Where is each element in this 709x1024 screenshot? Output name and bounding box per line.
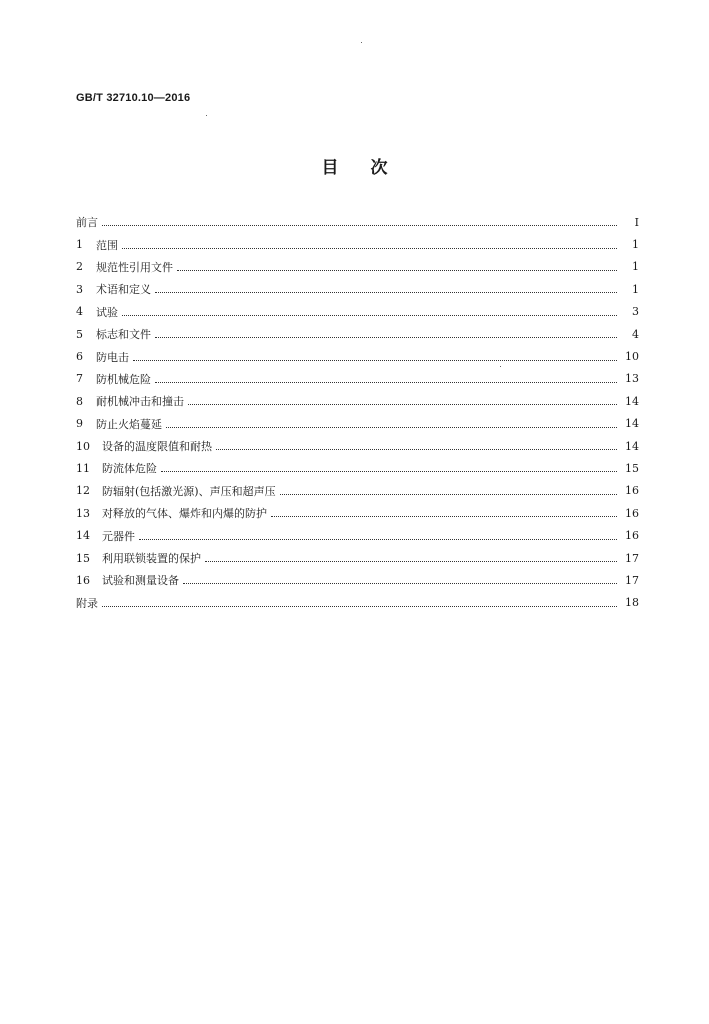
toc-entry[interactable]	[76, 457, 639, 479]
toc-dot-leader	[280, 493, 617, 495]
toc-entry-page: 14	[625, 394, 639, 408]
toc-entry-page: 18	[625, 596, 639, 610]
toc-entry-number: 8	[76, 394, 83, 408]
toc-dot-leader	[271, 515, 617, 517]
toc-entry-page: 3	[632, 305, 639, 319]
toc-entry[interactable]	[76, 390, 639, 412]
toc-entry-number: 7	[76, 372, 83, 386]
toc-entry-label: 耐机械冲击和撞击	[96, 395, 184, 409]
scan-speck	[361, 42, 362, 43]
toc-entry-page: 13	[625, 372, 639, 386]
toc-dot-leader	[216, 448, 617, 450]
toc-dot-leader	[155, 381, 617, 383]
toc-entry[interactable]	[76, 502, 639, 524]
toc-entry[interactable]	[76, 480, 639, 502]
toc-dot-leader	[177, 269, 617, 271]
toc-entry[interactable]	[76, 547, 639, 569]
toc-dot-leader	[183, 582, 617, 584]
toc-entry-label: 试验和测量设备	[102, 574, 179, 588]
toc-entry-label: 对释放的气体、爆炸和内爆的防护	[102, 507, 267, 521]
toc-entry-number: 3	[76, 282, 83, 296]
toc-entry[interactable]	[76, 345, 639, 367]
toc-entry-number: 1	[76, 238, 83, 252]
table-of-contents	[76, 211, 639, 614]
toc-entry-number: 11	[76, 461, 90, 475]
toc-entry[interactable]	[76, 301, 639, 323]
toc-entry-label: 防辐射(包括激光源)、声压和超声压	[102, 484, 276, 498]
document-code: GB/T 32710.10—2016	[76, 92, 191, 104]
toc-dot-leader	[205, 560, 617, 562]
toc-entry-page: 1	[632, 282, 639, 296]
toc-entry-page: 4	[632, 327, 639, 341]
scan-speck	[206, 115, 207, 116]
toc-entry[interactable]	[76, 233, 639, 255]
toc-entry-number: 2	[76, 260, 83, 274]
toc-dot-leader	[102, 224, 617, 226]
toc-entry[interactable]	[76, 524, 639, 546]
toc-dot-leader	[166, 426, 617, 428]
toc-entry-number: 9	[76, 417, 83, 431]
toc-entry-page: 1	[632, 238, 639, 252]
toc-entry[interactable]	[76, 323, 639, 345]
toc-dot-leader	[102, 605, 617, 607]
toc-entry[interactable]	[76, 211, 639, 233]
page-title: 目次	[321, 158, 420, 178]
toc-entry-number: 16	[76, 573, 90, 587]
toc-entry-label: 防流体危险	[102, 462, 157, 476]
toc-entry[interactable]	[76, 413, 639, 435]
toc-entry[interactable]	[76, 256, 639, 278]
toc-entry[interactable]	[76, 435, 639, 457]
toc-entry-page: 10	[625, 350, 639, 364]
toc-entry-page: 15	[625, 461, 639, 475]
toc-dot-leader	[155, 336, 617, 338]
toc-entry-number: 14	[76, 529, 90, 543]
toc-entry-number: 15	[76, 551, 90, 565]
toc-dot-leader	[122, 314, 617, 316]
toc-dot-leader	[161, 470, 617, 472]
toc-entry-page: 17	[625, 573, 639, 587]
toc-entry-page: 14	[625, 439, 639, 453]
toc-entry-number: 10	[76, 439, 90, 453]
toc-entry[interactable]	[76, 368, 639, 390]
toc-entry-page: 14	[625, 417, 639, 431]
toc-dot-leader	[139, 538, 617, 540]
toc-entry-page: Ⅰ	[634, 215, 639, 229]
toc-entry-label: 元器件	[102, 529, 135, 543]
toc-entry-label: 范围	[96, 238, 118, 252]
toc-entry-label: 标志和文件	[96, 328, 151, 342]
toc-dot-leader	[188, 403, 617, 405]
toc-entry-label: 规范性引用文件	[96, 260, 173, 274]
toc-dot-leader	[155, 291, 617, 293]
toc-dot-leader	[122, 247, 617, 249]
toc-entry-label: 防机械危险	[96, 372, 151, 386]
toc-entry-label: 防止火焰蔓延	[96, 417, 162, 431]
toc-entry-number: 12	[76, 484, 90, 498]
toc-entry[interactable]	[76, 592, 639, 614]
toc-entry-label: 利用联锁装置的保护	[102, 552, 201, 566]
toc-entry-label: 前言	[76, 216, 98, 230]
toc-entry-page: 16	[625, 484, 639, 498]
toc-entry-number: 6	[76, 350, 83, 364]
toc-entry-number: 4	[76, 305, 83, 319]
toc-entry-page: 16	[625, 529, 639, 543]
toc-entry-number: 13	[76, 506, 90, 520]
toc-entry-label: 试验	[96, 305, 118, 319]
toc-entry-label: 术语和定义	[96, 283, 151, 297]
scan-speck	[500, 366, 501, 367]
toc-entry-number: 5	[76, 327, 83, 341]
toc-entry[interactable]	[76, 278, 639, 300]
toc-entry-label: 设备的温度限值和耐热	[102, 440, 212, 454]
toc-entry-page: 17	[625, 551, 639, 565]
toc-dot-leader	[133, 359, 617, 361]
toc-entry-label: 附录	[76, 596, 98, 610]
toc-entry[interactable]	[76, 569, 639, 591]
toc-entry-page: 16	[625, 506, 639, 520]
toc-entry-page: 1	[632, 260, 639, 274]
toc-entry-label: 防电击	[96, 350, 129, 364]
